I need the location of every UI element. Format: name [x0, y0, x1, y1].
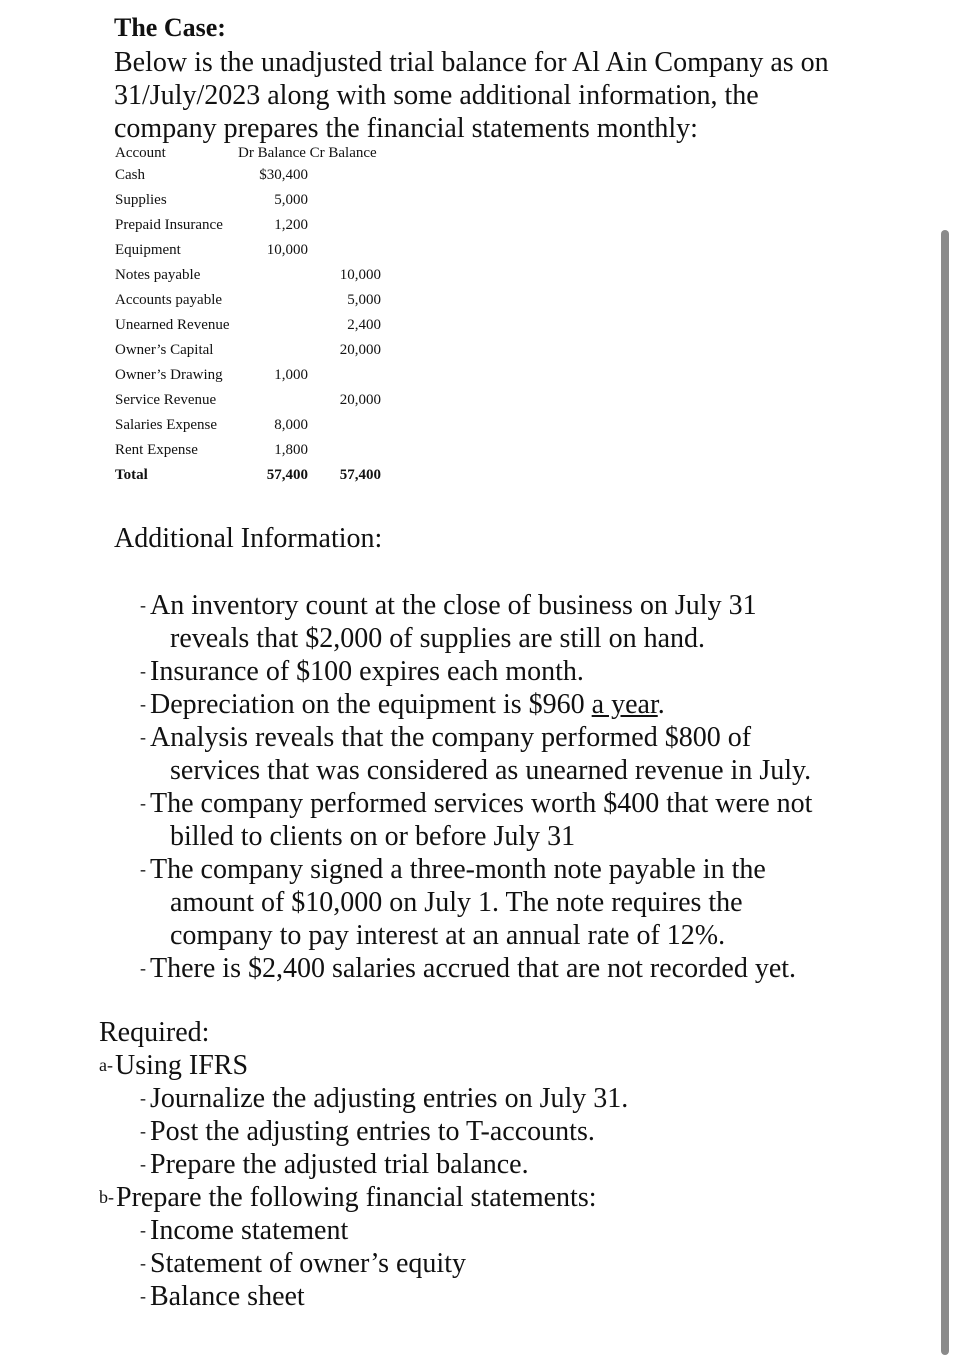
list-item: [140, 1214, 348, 1247]
info-item: [140, 952, 796, 985]
table-row: [0, 242, 959, 267]
info-text: Analysis reveals that the company performed $800 of: [150, 722, 752, 753]
bullet-dash: -: [140, 1253, 146, 1273]
intro-line: Below is the unadjusted trial balance for Al Ain Company as on: [114, 47, 829, 78]
intro-line: company prepares the financial statements monthly:: [114, 113, 698, 144]
bullet-dash: -: [140, 1286, 146, 1306]
account-name: Unearned Revenue: [115, 317, 230, 333]
list-letter: b-: [99, 1187, 114, 1207]
total-label: Total: [115, 467, 148, 483]
dr-balance: 5,000: [274, 192, 308, 208]
list-item: [140, 1115, 595, 1148]
list-item-text: Income statement: [150, 1215, 349, 1246]
cr-balance: 5,000: [347, 292, 381, 308]
info-text: There is $2,400 salaries accrued that are not recorded yet.: [150, 953, 797, 984]
table-row: [0, 267, 959, 292]
info-text: The company performed services worth $400 that were not: [150, 788, 813, 819]
list-item-text: Statement of owner’s equity: [150, 1248, 466, 1279]
info-text: .: [657, 689, 665, 720]
account-name: Prepaid Insurance: [115, 217, 223, 233]
required-b-text: Prepare the following financial statements:: [116, 1182, 597, 1213]
info-text: Insurance of $100 expires each month.: [150, 656, 584, 687]
table-row: [0, 342, 959, 367]
account-name: Accounts payable: [115, 292, 223, 308]
dr-balance: 1,800: [274, 442, 308, 458]
cr-balance: 2,400: [347, 317, 381, 333]
info-text: company to pay interest at an annual rate of 12%.: [170, 920, 726, 951]
list-item-text: Balance sheet: [150, 1281, 305, 1312]
account-name: Notes payable: [115, 267, 201, 283]
bullet-dash: -: [140, 1088, 146, 1108]
list-item: [140, 1247, 466, 1280]
bullet-dash: -: [140, 595, 146, 615]
bullet-dash: -: [140, 1220, 146, 1240]
info-item: [140, 787, 812, 853]
cr-balance: 20,000: [339, 392, 381, 408]
header-dr-cr: Dr Balance Cr Balance: [238, 145, 377, 161]
account-name: Rent Expense: [115, 442, 198, 458]
info-text: amount of $10,000 on July 1. The note requires the: [170, 887, 743, 918]
info-text: billed to clients on or before July 31: [170, 821, 576, 852]
dr-balance: $30,400: [259, 167, 308, 183]
table-row: [0, 317, 959, 342]
dr-balance: 8,000: [274, 417, 308, 433]
additional-info-heading: Additional Information:: [114, 523, 383, 554]
vertical-scrollbar[interactable]: [941, 230, 949, 1355]
required-a: [99, 1049, 248, 1082]
account-name: Service Revenue: [115, 392, 217, 408]
account-name: Cash: [115, 167, 145, 183]
info-text: The company signed a three-month note payable in the: [150, 854, 766, 885]
info-item: [140, 589, 757, 655]
table-row: [0, 217, 959, 242]
bullet-dash: -: [140, 1154, 146, 1174]
total-dr: 57,400: [266, 467, 308, 483]
account-name: Owner’s Capital: [115, 342, 214, 358]
table-row: [0, 367, 959, 392]
dr-balance: 1,200: [274, 217, 308, 233]
account-name: Salaries Expense: [115, 417, 218, 433]
dr-balance: 10,000: [266, 242, 308, 258]
cr-balance: 10,000: [339, 267, 381, 283]
bullet-dash: -: [140, 793, 146, 813]
info-item: [140, 688, 665, 721]
intro-paragraph: [114, 46, 829, 145]
list-item-text: Post the adjusting entries to T-accounts.: [150, 1116, 595, 1147]
list-item: [140, 1280, 305, 1313]
header-account: Account: [115, 145, 166, 161]
account-name: Supplies: [115, 192, 167, 208]
table-row: [0, 392, 959, 417]
required-a-text: Using IFRS: [114, 1050, 249, 1081]
account-name: Equipment: [115, 242, 181, 258]
info-text: An inventory count at the close of business on July 31: [150, 590, 757, 621]
required-heading: Required:: [99, 1017, 210, 1048]
total-cr: 57,400: [339, 467, 381, 483]
info-text: Depreciation on the equipment is $960: [150, 689, 592, 720]
list-item: [140, 1148, 529, 1181]
table-row: [0, 167, 959, 192]
info-text: services that was considered as unearned revenue in July.: [170, 755, 812, 786]
info-item: [140, 721, 811, 787]
bullet-dash: -: [140, 1121, 146, 1141]
bullet-dash: -: [140, 859, 146, 879]
table-total-row: [0, 467, 959, 492]
intro-line: 31/July/2023 along with some additional information, the: [114, 80, 759, 111]
bullet-dash: -: [140, 958, 146, 978]
list-item-text: Prepare the adjusted trial balance.: [150, 1149, 529, 1180]
info-text: reveals that $2,000 of supplies are still on hand.: [170, 623, 705, 654]
list-item: [140, 1082, 628, 1115]
case-heading: The Case:: [114, 13, 226, 42]
underlined-text: a year: [591, 689, 658, 720]
list-item-text: Journalize the adjusting entries on July 31.: [150, 1083, 629, 1114]
bullet-dash: -: [140, 694, 146, 714]
table-row: [0, 442, 959, 467]
table-row: [0, 417, 959, 442]
cr-balance: 20,000: [339, 342, 381, 358]
required-b: [99, 1181, 597, 1214]
bullet-dash: -: [140, 661, 146, 681]
account-name: Owner’s Drawing: [115, 367, 223, 383]
info-item: [140, 655, 584, 688]
table-row: [0, 292, 959, 317]
info-item: [140, 853, 766, 952]
table-row: [0, 192, 959, 217]
bullet-dash: -: [140, 727, 146, 747]
dr-balance: 1,000: [274, 367, 308, 383]
list-letter: a-: [99, 1055, 113, 1075]
